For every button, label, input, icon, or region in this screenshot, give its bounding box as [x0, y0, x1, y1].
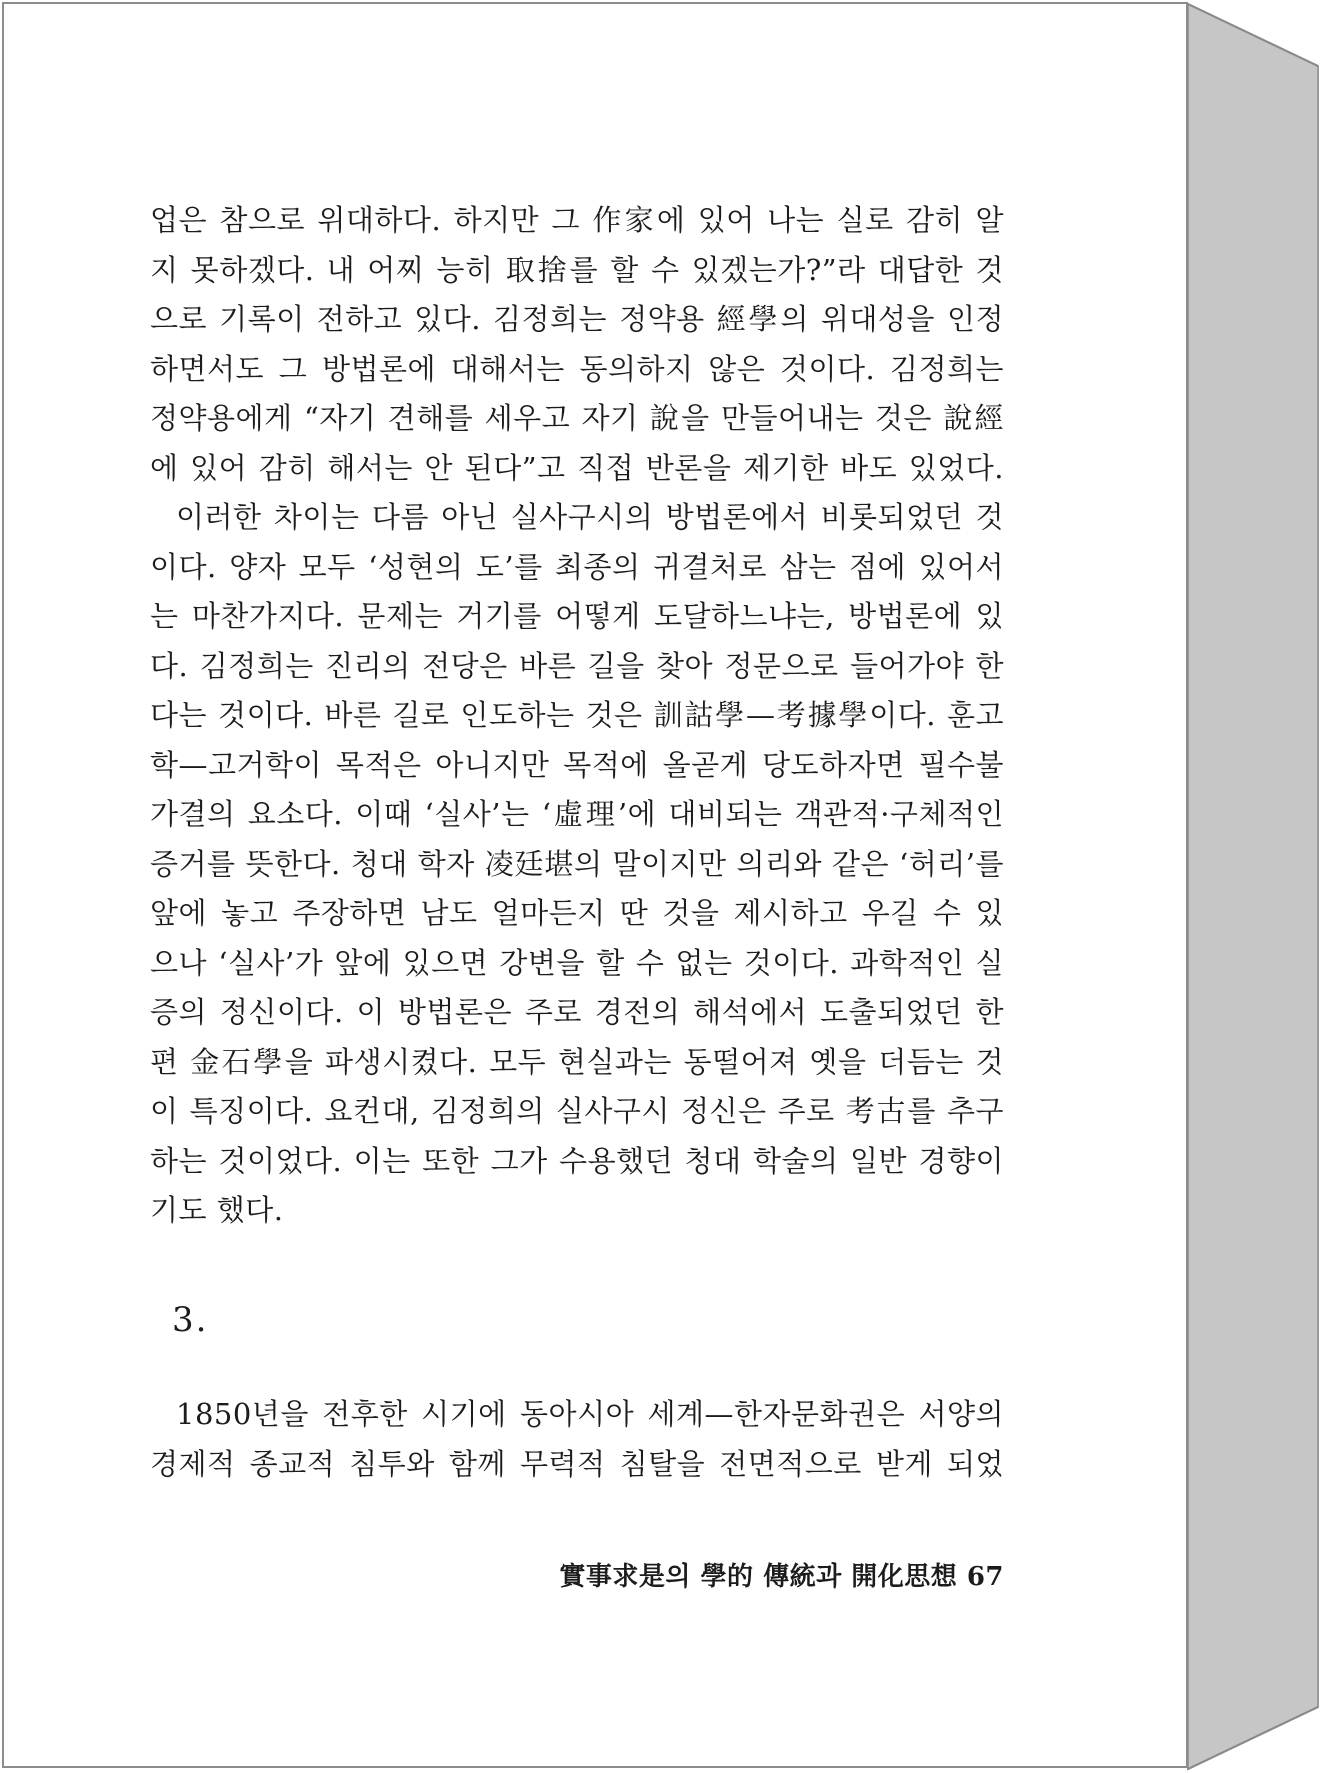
text-line: 경제적 종교적 침투와 함께 무력적 침탈을 전면적으로 받게 되었: [150, 1446, 1004, 1481]
text-line: 정약용에게 “자기 견해를 세우고 자기 說을 만들어내는 것은 說經: [150, 401, 1004, 435]
page-number: 67: [966, 1562, 1004, 1592]
text-line: 증의 정신이다. 이 방법론은 주로 경전의 해석에서 도출되었던 한: [150, 995, 1004, 1029]
text-line: 학—고거학이 목적은 아니지만 목적에 올곧게 당도하자면 필수불: [150, 747, 1004, 782]
text-line: 하면서도 그 방법론에 대해서는 동의하지 않은 것이다. 김정희는: [150, 351, 1004, 386]
text-line: 기도 했다.: [150, 1193, 284, 1227]
text-line: 지 못하겠다. 내 어찌 능히 取捨를 할 수 있겠는가?”라 대답한 것: [150, 252, 1004, 287]
body-text-section-3: [150, 1390, 1004, 1489]
text-line: 앞에 놓고 주장하면 남도 얼마든지 딴 것을 제시하고 우길 수 있: [150, 896, 1004, 930]
text-line: 이다. 양자 모두 ‘성현의 도’를 최종의 귀결처로 삼는 점에 있어서: [150, 549, 1004, 584]
text-line: 증거를 뜻한다. 청대 학자 凌廷堪의 말이지만 의리와 같은 ‘허리’를: [150, 846, 1004, 881]
text-line: 1850년을 전후한 시기에 동아시아 세계—한자문화권은 서양의: [176, 1397, 1004, 1431]
text-line: 가결의 요소다. 이때 ‘실사’는 ‘虛理’에 대비되는 객관적·구체적인: [150, 797, 1004, 831]
text-line: 업은 참으로 위대하다. 하지만 그 作家에 있어 나는 실로 감히 알: [150, 203, 1004, 237]
section-heading: 3.: [172, 1300, 209, 1340]
text-line: 이 특징이다. 요컨대, 김정희의 실사구시 정신은 주로 考古를 추구: [150, 1094, 1004, 1128]
text-line: 다는 것이다. 바른 길로 인도하는 것은 訓詁學—考據學이다. 훈고: [150, 698, 1004, 732]
text-line: 으나 ‘실사’가 앞에 있으면 강변을 할 수 없는 것이다. 과학적인 실: [150, 945, 1004, 980]
text-line: 편 金石學을 파생시켰다. 모두 현실과는 동떨어져 옛을 더듬는 것: [150, 1044, 1004, 1079]
text-line: 으로 기록이 전하고 있다. 김정희는 정약용 經學의 위대성을 인정: [150, 302, 1004, 336]
text-line: 이러한 차이는 다름 아닌 실사구시의 방법론에서 비롯되었던 것: [176, 500, 1004, 534]
body-text: [150, 196, 1004, 1236]
running-title: 實事求是의 學的 傳統과 開化思想: [559, 1562, 958, 1592]
text-line: 에 있어 감히 해서는 안 된다”고 직접 반론을 제기한 바도 있었다.: [150, 450, 1004, 485]
text-line: 하는 것이었다. 이는 또한 그가 수용했던 청대 학술의 일반 경향이: [150, 1143, 1004, 1178]
page-footer: [559, 1556, 1004, 1593]
text-line: 다. 김정희는 진리의 전당은 바른 길을 찾아 정문으로 들어가야 한: [150, 648, 1004, 683]
text-line: 는 마찬가지다. 문제는 거기를 어떻게 도달하느냐는, 방법론에 있: [150, 599, 1004, 633]
